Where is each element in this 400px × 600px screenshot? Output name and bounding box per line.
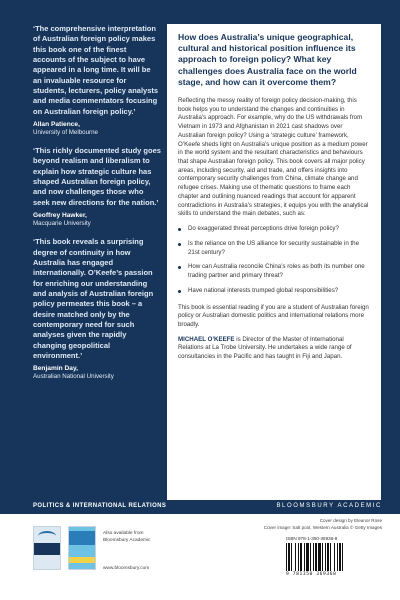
- endorser-name: Geoffrey Hawker,: [33, 212, 87, 220]
- endorsement-3: [33, 237, 161, 380]
- also-available-note: Also available from Bloomsbury Academic: [103, 531, 151, 544]
- cover-image-credit: Cover image: Salt pool, Western Australia © Getty Images: [263, 524, 382, 530]
- subject-category: POLITICS & INTERNATIONAL RELATIONS: [33, 503, 167, 509]
- isbn: ISBN 978-1-350-36936-8: [286, 536, 338, 541]
- list-item: Do exaggerated threat perceptions drive foreign policy?: [178, 225, 371, 234]
- blurb-paragraph: Reflecting the messy reality of foreign policy decision-making, this book helps you to understand the changes and continuities in Australia’s approach. For example, why do the US withdrawals from Vietnam in 1973 and Afghanistan in 2021 cast shadows over Australian foreign policy? Using a ‘strategic culture’ framework, O’Keefe sheds light on Australia’s unique position as a medium power in the world system and the resultant characteristics and behaviours that shape Australian foreign policy. This book covers all major policy areas, including security, aid and trade, and offers insights into contemporary security challenges from China, climate change and refugee crises. Making use of thematic questions to frame each chapter and outlining nuanced readings that account for apparent contradictions in Australia’s strategies, it equips you with the analytical skills to understand the main debates, such as:: [178, 96, 369, 218]
- barcode-bar: [342, 543, 343, 571]
- publisher-website: www.bloomsbury.com: [103, 566, 150, 571]
- endorser-affiliation: University of Melbourne: [33, 129, 98, 137]
- blurb-panel: [167, 24, 381, 580]
- related-book-cover-2: [68, 526, 96, 570]
- author-bio-text: is Director of the Master of International Relations at La Trobe University. He undertakes a wide range of consultancies in the Pacific and has taught in Fiji and Japan.: [178, 335, 352, 361]
- publisher-name: BLOOMSBURY ACADEMIC: [276, 503, 382, 509]
- list-item: Is the reliance on the US alliance for security sustainable in the 21st century?: [178, 240, 371, 257]
- endorser-affiliation: Macquarie University: [33, 220, 91, 228]
- endorser-name: Allan Patience,: [33, 121, 80, 129]
- endorsements-column: [33, 24, 161, 390]
- endorsement-text: ‘This book reveals a surprising degree of continuity in how Australia has engaged internationally. O’Keefe’s passion for enriching our understanding and analysis of Australian foreign policy permeates this book – a desire matched only by the contemporary need for such analyses given the rapidly changing geopolitical environment.’: [33, 237, 154, 360]
- endorser-name: Benjamin Day,: [33, 365, 78, 373]
- endorsement-text: ‘The comprehensive interpretation of Australian foreign policy makes this book one of the finest accounts of the subject to have appeared in a long time. It will be an invaluable resource for students, lecturers, policy analysts and media commentators focusing on Australian foreign policy.’: [33, 24, 159, 116]
- endorser-affiliation: Australian National University: [33, 373, 114, 381]
- audience-paragraph: This book is essential reading if you are a student of Australian foreign policy or Australian domestic politics and international relations more broadly.: [178, 303, 369, 329]
- barcode: [286, 543, 382, 571]
- barcode-digits: 9 781350 369368: [286, 572, 337, 577]
- endorsement-text: ‘This richly documented study goes beyond realism and liberalism to explain how strategic culture has shaped Australian foreign policy, and now challenges those who seek new directions for the nation.’: [33, 146, 161, 207]
- related-book-cover-1: [33, 526, 61, 570]
- list-item: How can Australia reconcile China’s roles as both its number one trading partner and primary threat?: [178, 263, 371, 280]
- debate-questions-list: [178, 225, 371, 295]
- endorsement-2: [33, 146, 161, 227]
- endorsement-1: [33, 24, 161, 136]
- cover-credits: [264, 518, 382, 532]
- author-name: MICHAEL O’KEEFE: [178, 335, 235, 343]
- list-item: Have national interests trumped global responsibilities?: [178, 287, 371, 296]
- lead-question: How does Australia’s unique geographical, cultural and historical position influence its approach to foreign policy? What key challenges does Australia face on the world stage, and how can it overcome them?: [178, 32, 357, 87]
- author-bio: [178, 336, 371, 362]
- cover-design-credit: Cover design by Eleanor Rose: [319, 518, 382, 523]
